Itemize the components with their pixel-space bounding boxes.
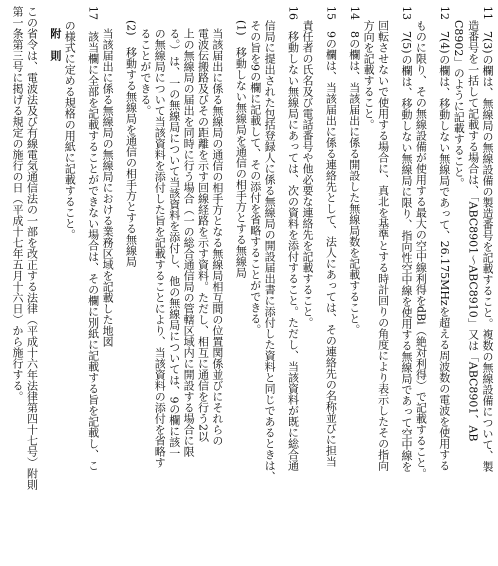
vertical-document <box>4 4 494 562</box>
note-15-line-1: 15 9の欄は、当該届出に係る連絡先として、法人にあっては、その連絡先の名称並びに担当 <box>324 6 338 467</box>
note-17-line-2: の様式に定める規格の用紙に記載すること。 <box>63 20 77 240</box>
note-13-line-2: 回転させないで使用する場合に、真北を基準とする時計回りの角度により表示したその指向 <box>376 20 390 471</box>
note-14-line-1: 14 8の欄は、当該届出に係る開設した無線局数を記載すること。 <box>347 6 361 335</box>
supplementary-provisions-line-1: この省令は、電波法及び有線電気通信法の一部を改正する法律（平成十六年法律第四十七号）附則 <box>25 6 39 490</box>
note-16-item-2-title: (2) 移動する無線局を通信の相手方とする無線局 <box>124 20 138 267</box>
note-16-item-1-line-3: 上の無線局の届出を同時に行う場合（一の総合通信局の管轄区域内に開設する場合に限 <box>182 28 196 457</box>
note-16-line-2: 信局に提出された包括登録人に係る無線局の開設届出書に添付した資料と同じであるときは、 <box>263 20 277 482</box>
supplementary-provisions-heading: 附 則 <box>48 28 62 61</box>
note-16-item-1-line-1: 当該届出に係る無線局の通信の相手方となる無線局相互間の位置関係並びにそれらの <box>210 28 224 446</box>
note-16-item-1-line-4: る。）は、一の無線局について当該資料を添付し、他の無線局については、9の欄に該一 <box>167 28 181 459</box>
note-16-line-1: 16 移動しない無線局にあっては、次の資料を添付すること。ただし、当該資料が既に総合通 <box>286 6 300 471</box>
note-16-item-1-title: (1) 移動しない無線局を通信の相手方とする無線局 <box>234 20 248 278</box>
note-16-line-3: その旨を9の欄に記載して、その添付を省略することができる。 <box>248 20 262 335</box>
note-16-item-1-line-5: の無線局について当該資料を添付した旨を記載することにより、当該資料の添付を省略す <box>153 28 167 468</box>
supplementary-provisions-line-2: 第一条第三号に掲げる規定の施行の日（平成十七年五月十六日）から施行する。 <box>11 6 25 402</box>
note-17-line-1: 17 該当欄に全部を記載することができない場合は、その欄に別紙に記載する旨を記載し、こ <box>86 6 100 471</box>
note-16-item-1-line-2: 電波伝搬路及びその距離を示す回線経路を示す資料。ただし、相互に通信を行う2以 <box>196 28 210 442</box>
note-11-line-2: 造番号を一括して記載する場合は、「ABC8901〜ABC8910」又は「ABC8901、AB <box>466 20 480 442</box>
note-11-line-3: C8902」のように記載すること。 <box>452 20 466 189</box>
note-16-item-1-line-6: ることができる。 <box>138 28 152 116</box>
note-13-line-1: 13 7(5)の欄は、移動しない無線局に限り、指向性空中線を使用する無線局であって空中線を <box>399 6 413 472</box>
note-13-line-3: 方向を記載すること。 <box>362 20 376 130</box>
note-11-line-1: 11 7(3)の欄は、無線局の無線設備の製造番号を記載すること。複数の無線設備について、製 <box>481 6 494 472</box>
note-12-line-1: 12 7(4)の欄は、移動しない無線局であって、26.175MHzを超える周波数の電波を使用する <box>437 6 451 471</box>
note-16-item-2-line-1: 当該届出に係る無線局の無線局における業務区域を記載した地図 <box>101 28 115 347</box>
note-12-line-2: ものに限り、その無線設備が使用する最大の空中線利得をdBi（絶対利得）で記載すること。 <box>414 20 428 479</box>
note-15-line-2: 責任者の氏名及び電話番号や他必要な連絡先を記載すること。 <box>300 20 314 328</box>
